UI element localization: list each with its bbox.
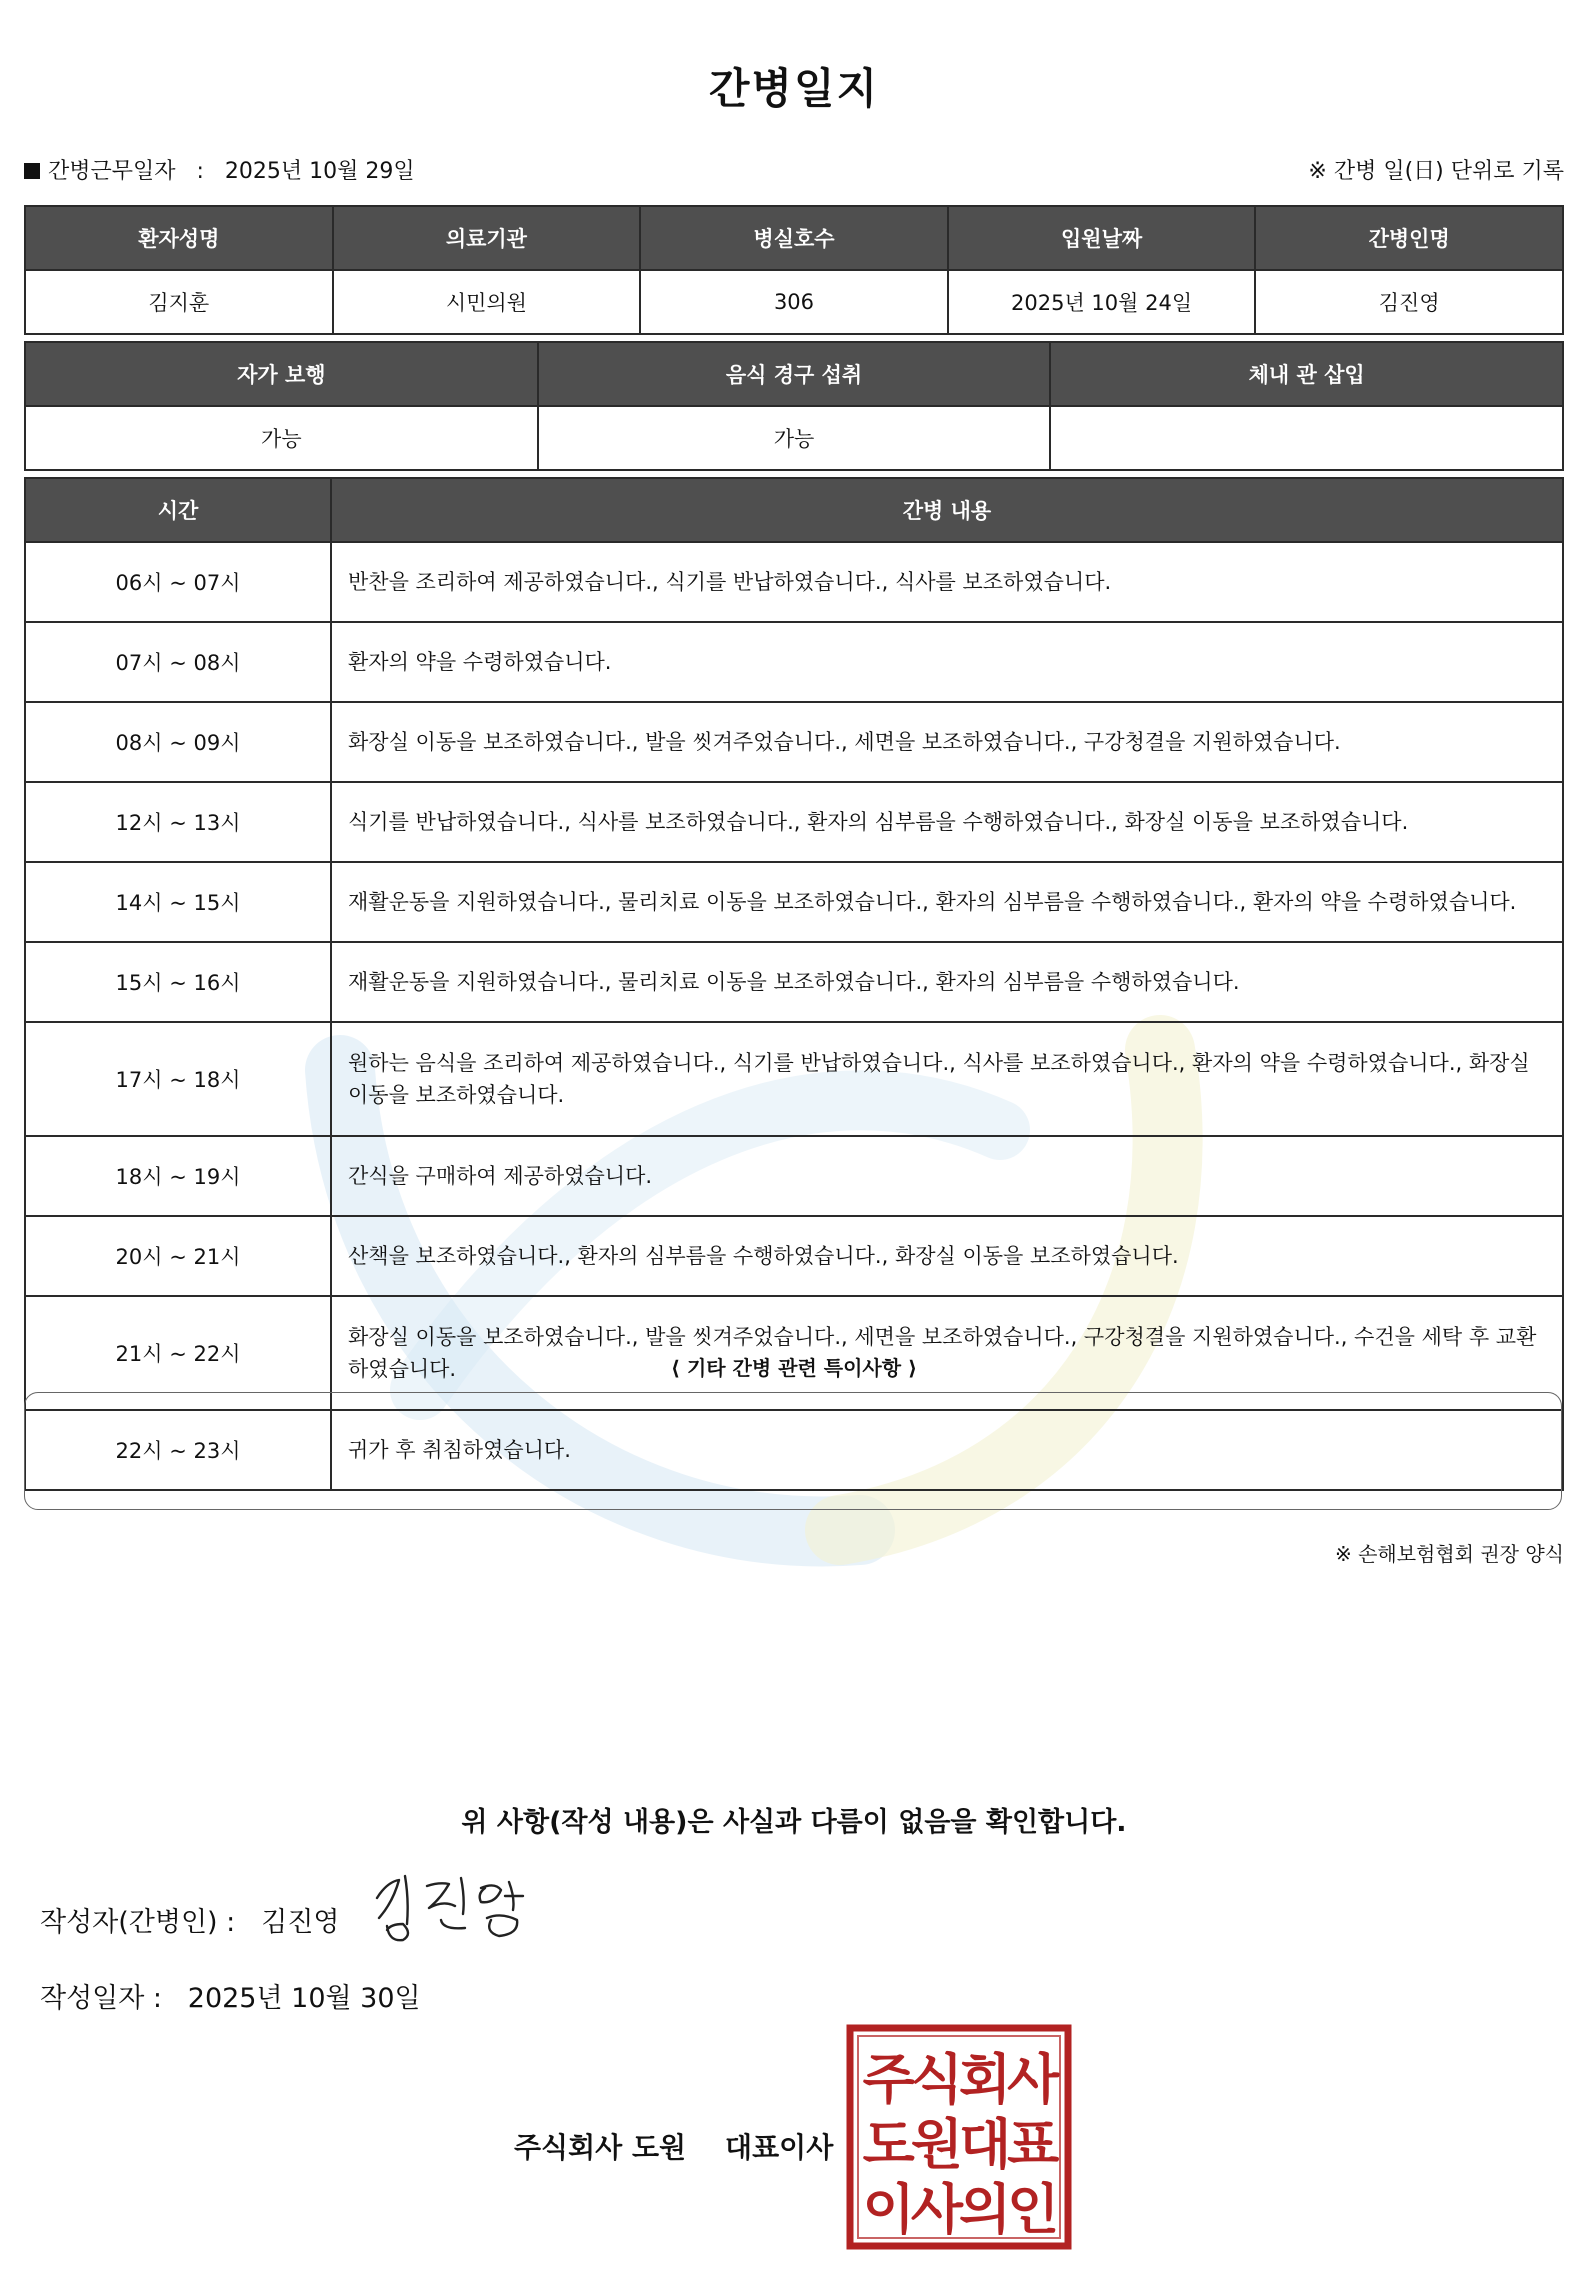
special-notes-box [24,1392,1562,1510]
written-date-line [40,1976,421,2015]
work-date-value: 2025년 10월 29일 [224,159,415,184]
log-time: 20시 ~ 21시 [25,1216,331,1296]
svg-text:도원대표: 도원대표 [862,2113,1056,2176]
header-self-walking: 자가 보행 [25,342,538,406]
log-time: 15시 ~ 16시 [25,942,331,1022]
special-notes-title: ⟨ 기타 간병 관련 특이사항 ⟩ [670,1356,918,1380]
patient-info-header-row [25,206,1563,270]
status-value-row [25,406,1563,470]
log-content: 산책을 보조하였습니다., 환자의 심부름을 수행하였습니다., 화장실 이동을 보조하였습니다. [331,1216,1563,1296]
admission-date: 2025년 10월 24일 [948,270,1256,334]
company-title: 대표이사 [725,2131,834,2164]
confirmation-statement: 위 사항(작성 내용)은 사실과 다름이 없음을 확인합니다. [461,1807,1127,1838]
table-row [25,1022,1563,1136]
patient-status-table [24,341,1564,471]
company-line [514,2126,833,2166]
meta-row [24,154,1564,188]
hospital: 시민의원 [333,270,641,334]
table-row [25,782,1563,862]
log-time: 06시 ~ 07시 [25,542,331,622]
header-patient-name: 환자성명 [25,206,333,270]
table-row [25,702,1563,782]
log-time: 22시 ~ 23시 [25,1410,331,1490]
tube-insertion-value [1050,406,1563,470]
log-time: 14시 ~ 15시 [25,862,331,942]
log-time: 07시 ~ 08시 [25,622,331,702]
work-date-separator: : [196,159,204,184]
writer-name: 김진영 [261,1907,340,1938]
patient-info-value-row [25,270,1563,334]
self-walking-value: 가능 [25,406,538,470]
header-admission-date: 입원날짜 [948,206,1256,270]
work-date [24,154,415,185]
log-time: 21시 ~ 22시 [25,1296,331,1410]
header-hospital: 의료기관 [333,206,641,270]
log-content: 재활운동을 지원하였습니다., 물리치료 이동을 보조하였습니다., 환자의 심부름을 수행하였습니다., 환자의 약을 수령하였습니다. [331,862,1563,942]
svg-text:주식회사: 주식회사 [862,2048,1056,2111]
log-content: 귀가 후 취침하였습니다. [331,1410,1563,1490]
log-time: 17시 ~ 18시 [25,1022,331,1136]
log-content: 간식을 구매하여 제공하였습니다. [331,1136,1563,1216]
log-content: 환자의 약을 수령하였습니다. [331,622,1563,702]
care-log-header-row [25,478,1563,542]
handwritten-signature [369,1868,549,1948]
written-date-value: 2025년 10월 30일 [187,1983,421,2014]
log-content: 원하는 음식을 조리하여 제공하였습니다., 식기를 반납하였습니다., 식사를 보조하였습니다., 환자의 약을 수령하였습니다., 화장실 이동을 보조하였습니다. [331,1022,1563,1136]
svg-text:이사의인: 이사의인 [862,2178,1056,2241]
header-care-content: 간병 내용 [331,478,1563,542]
writer-label: 작성자(간병인) : [40,1907,236,1938]
log-time: 18시 ~ 19시 [25,1136,331,1216]
document-title: 간병일지 [708,64,880,113]
header-caregiver-name: 간병인명 [1255,206,1563,270]
square-bullet-icon [24,163,40,179]
caregiver-name: 김진영 [1255,270,1563,334]
log-content: 재활운동을 지원하였습니다., 물리치료 이동을 보조하였습니다., 환자의 심부름을 수행하였습니다. [331,942,1563,1022]
writer-line [40,1900,340,1939]
company-seal-stamp [846,2024,1072,2250]
table-row [25,862,1563,942]
log-content: 화장실 이동을 보조하였습니다., 발을 씻겨주었습니다., 세면을 보조하였습니다., 구강청결을 지원하였습니다. [331,702,1563,782]
log-content: 화장실 이동을 보조하였습니다., 발을 씻겨주었습니다., 세면을 보조하였습니다., 구강청결을 지원하였습니다., 수건을 세탁 후 교환하였습니다. [331,1296,1563,1410]
unit-note: ※ 간병 일(日) 단위로 기록 [1308,159,1564,184]
header-time: 시간 [25,478,331,542]
room-number: 306 [640,270,948,334]
company-name: 주식회사 도원 [514,2131,687,2164]
table-row [25,942,1563,1022]
status-header-row [25,342,1563,406]
log-content: 반찬을 조리하여 제공하였습니다., 식기를 반납하였습니다., 식사를 보조하였습니다. [331,542,1563,622]
table-row [25,622,1563,702]
table-row [25,542,1563,622]
table-row [25,1216,1563,1296]
header-tube-insertion: 체내 관 삽입 [1050,342,1563,406]
patient-info-table [24,205,1564,335]
log-content: 식기를 반납하였습니다., 식사를 보조하였습니다., 환자의 심부름을 수행하였습니다., 화장실 이동을 보조하였습니다. [331,782,1563,862]
table-row [25,1136,1563,1216]
written-date-label: 작성일자 : [40,1983,163,2014]
work-date-label: 간병근무일자 [48,159,176,184]
form-source-note: ※ 손해보험협회 권장 양식 [1334,1542,1564,1566]
log-time: 12시 ~ 13시 [25,782,331,862]
oral-intake-value: 가능 [538,406,1051,470]
care-log-table [24,477,1564,1491]
header-oral-intake: 음식 경구 섭취 [538,342,1051,406]
header-room-number: 병실호수 [640,206,948,270]
patient-name: 김지훈 [25,270,333,334]
log-time: 08시 ~ 09시 [25,702,331,782]
